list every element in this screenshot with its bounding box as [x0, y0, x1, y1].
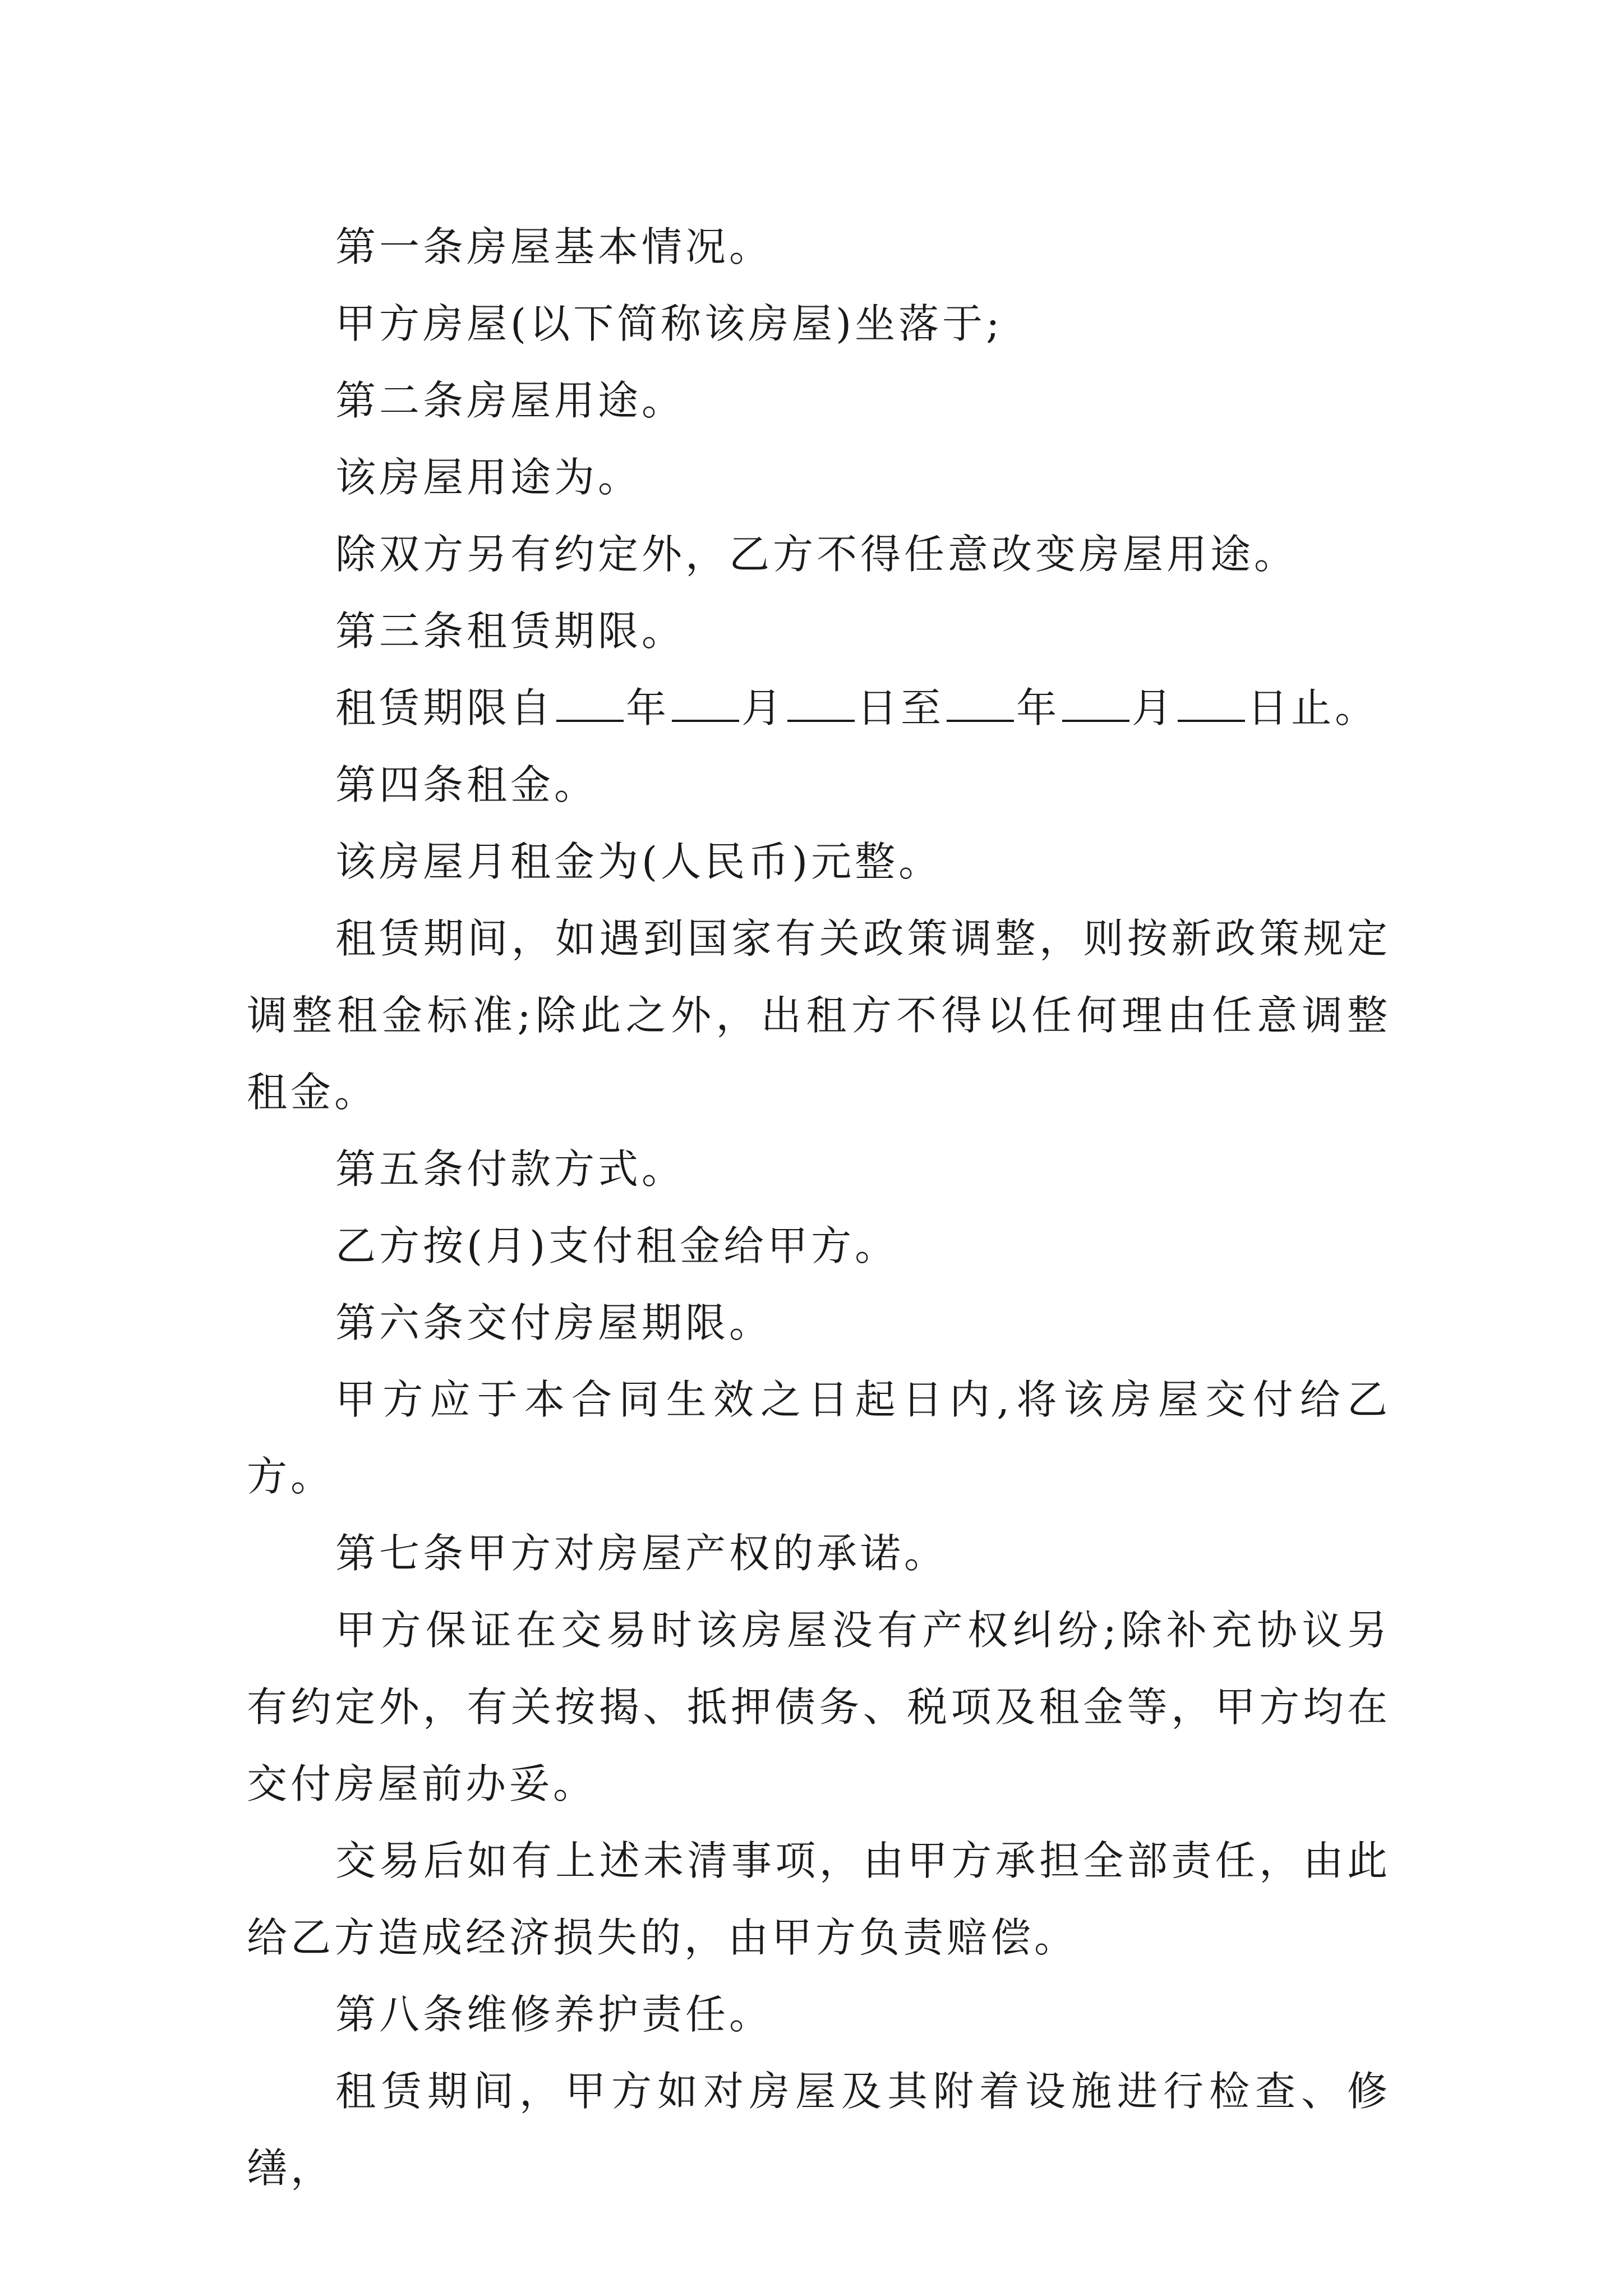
paragraph-article-3-heading: 第三条租赁期限。: [335, 608, 686, 655]
document-body: [247, 209, 1391, 2207]
blank-field: [672, 686, 739, 722]
lease-term-year: 年: [1016, 684, 1061, 731]
blank-field: [1178, 686, 1245, 722]
paragraph-article-6-heading: 第六条交付房屋期限。: [335, 1299, 773, 1346]
paragraph-article-1-heading: 第一条房屋基本情况。: [335, 223, 773, 270]
paragraph-liability: 交易后如有上述未清事项，由甲方承担全部责任，由此给乙方造成经济损失的，由甲方负责赔偿。: [247, 1837, 1391, 1961]
paragraph-article-8-heading: 第八条维修养护责任。: [335, 1991, 773, 2038]
paragraph-monthly-rent: 该房屋月租金为(人民币)元整。: [335, 838, 943, 885]
lease-term-month: 月: [741, 684, 786, 731]
paragraph-use-restriction: 除双方另有约定外，乙方不得任意改变房屋用途。: [335, 531, 1298, 578]
blank-field: [1062, 686, 1129, 722]
lease-term-month: 月: [1132, 684, 1176, 731]
lease-term-day-end: 日止。: [1247, 684, 1379, 731]
paragraph-house-location: 甲方房屋(以下简称该房屋)坐落于;: [335, 300, 1003, 347]
lease-term-day-to: 日至: [857, 684, 945, 731]
blank-field: [787, 686, 855, 722]
paragraph-lease-term: [247, 670, 1391, 747]
lease-term-year: 年: [626, 684, 670, 731]
paragraph-house-use: 该房屋用途为。: [335, 454, 642, 501]
paragraph-payment-method: 乙方按(月)支付租金给甲方。: [335, 1222, 899, 1269]
paragraph-article-2-heading: 第二条房屋用途。: [335, 377, 686, 424]
paragraph-article-4-heading: 第四条租金。: [335, 761, 598, 808]
paragraph-article-5-heading: 第五条付款方式。: [335, 1145, 686, 1193]
lease-term-prefix: 租赁期限自: [335, 684, 555, 731]
paragraph-rent-adjustment: 租赁期间，如遇到国家有关政策调整，则按新政策规定调整租金标准;除此之外，出租方不得以任何理由任意调整租金。: [247, 915, 1391, 1116]
paragraph-property-guarantee: 甲方保证在交易时该房屋没有产权纠纷;除补充协议另有约定外，有关按揭、抵押债务、税项及租金等，甲方均在交付房屋前办妥。: [247, 1607, 1391, 1807]
blank-field: [556, 686, 624, 722]
paragraph-article-7-heading: 第七条甲方对房屋产权的承诺。: [335, 1530, 948, 1577]
blank-field: [947, 686, 1014, 722]
paragraph-delivery-term: 甲方应于本合同生效之日起日内,将该房屋交付给乙方。: [247, 1376, 1391, 1500]
paragraph-maintenance: 租赁期间，甲方如对房屋及其附着设施进行检查、修缮，: [247, 2068, 1391, 2192]
